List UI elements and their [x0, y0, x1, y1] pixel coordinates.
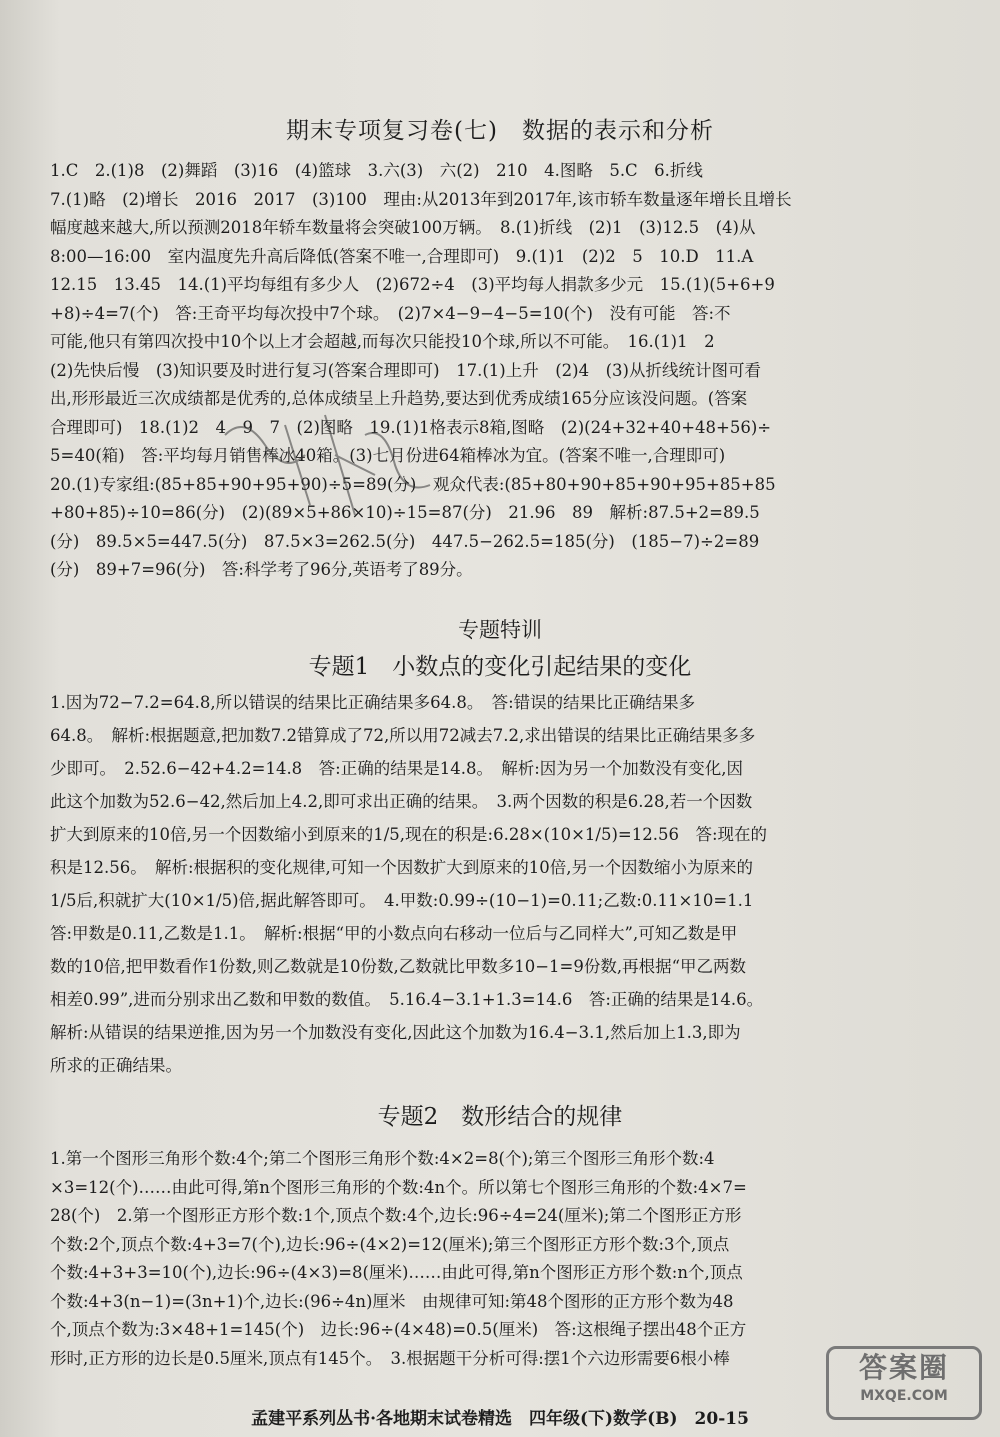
- text-line: (分) 89+7=96(分) 答:科学考了96分,英语考了89分。: [50, 560, 473, 579]
- text-line: 少即可。 2.52.6−42+4.2=14.8 答:正确的结果是14.8。 解析:因为另一个加数没有变化,因: [50, 759, 744, 778]
- text-line: 合理即可) 18.(1)2 4 9 7 (2)图略 19.(1)1格表示8箱,图略 (2)(24+32+40+48+56)÷: [50, 417, 772, 437]
- text-line: 解析:从错误的结果逆推,因为另一个加数没有变化,因此这个加数为16.4−3.1,然后加上1.3,即为: [50, 1023, 741, 1042]
- pen-scribble: [215, 395, 445, 535]
- text-line: 个数:4+3(n−1)=(3n+1)个,边长:(96÷4n)厘米 由规律可知:第48个图形的正方形个数为48: [50, 1291, 734, 1311]
- topic2-title: 专题2 数形结合的规律: [377, 1104, 623, 1130]
- text-line: 5=40(箱) 答:平均每月销售棒冰40箱。(3)七月份进64箱棒冰为宜。(答案不唯一,合理即可): [50, 446, 726, 465]
- text-line: +80+85)÷10=86(分) (2)(89×5+86×10)÷15=87(分) 21.96 89 解析:87.5+2=89.5: [50, 503, 760, 522]
- page-footer: 孟建平系列丛书·各地期末试卷精选 四年级(下)数学(B) 20-15: [251, 1409, 749, 1429]
- text-line: 个数:2个,顶点个数:4+3=7(个),边长:96÷(4×2)=12(厘米);第三个图形正方形个数:3个,顶点: [50, 1234, 730, 1254]
- text-line: 1.C 2.(1)8 (2)舞蹈 (3)16 (4)篮球 3.六(3) 六(2) 210 4.图略 5.C 6.折线: [50, 161, 703, 180]
- text-line: 可能,他只有第四次投中10个以上才会超越,而每次只能投10个球,所以不可能。 16.(1)1 2: [50, 332, 715, 351]
- text-line: 20.(1)专家组:(85+85+90+95+90)÷5=89(分) 观众代表:(85+80+90+85+90+95+85+85: [50, 474, 776, 494]
- text-line: 1/5后,积就扩大(10×1/5)倍,据此解答即可。 4.甲数:0.99÷(10−1)=0.11;乙数:0.11×10=1.1: [50, 891, 754, 910]
- text-line: 个,顶点个数为:3×48+1=145(个) 边长:96÷(4×48)=0.5(厘米) 答:这根绳子摆出48个正方: [50, 1320, 747, 1339]
- text-line: 1.因为72−7.2=64.8,所以错误的结果比正确结果多64.8。 答:错误的结果比正确结果多: [50, 693, 696, 712]
- text-line: +8)÷4=7(个) 答:王奇平均每次投中7个球。 (2)7×4−9−4−5=10(个) 没有可能 答:不: [50, 303, 731, 323]
- text-line: 积是12.56。 解析:根据积的变化规律,可知一个因数扩大到原来的10倍,另一个因数缩小为原来的: [50, 858, 754, 877]
- watermark-text: 答案圈: [858, 1351, 949, 1384]
- watermark-logo: [826, 1346, 982, 1420]
- text-line: 所求的正确结果。: [50, 1056, 182, 1075]
- text-line: 28(个) 2.第一个图形正方形个数:1个,顶点个数:4个,边长:96÷4=24(厘米);第二个图形正方形: [50, 1206, 742, 1225]
- text-line: 个数:4+3+3=10(个),边长:96÷(4×3)=8(厘米)……由此可得,第n个图形正方形个数:n个,顶点: [50, 1263, 743, 1282]
- text-line: 扩大到原来的10倍,另一个因数缩小到原来的1/5,现在的积是:6.28×(10×1/5)=12.56 答:现在的: [50, 825, 768, 844]
- answers-block: [50, 157, 952, 585]
- text-line: 12.15 13.45 14.(1)平均每组有多少人 (2)672÷4 (3)平均每人捐款多少元 15.(1)(5+6+9: [50, 275, 775, 294]
- section-label: 专题特训: [458, 618, 542, 642]
- text-line: 幅度越来越大,所以预测2018年轿车数量将会突破100万辆。 8.(1)折线 (2)1 (3)12.5 (4)从: [50, 218, 756, 237]
- text-line: (分) 89.5×5=447.5(分) 87.5×3=262.5(分) 447.5−262.5=185(分) (185−7)÷2=89: [50, 531, 760, 551]
- topic2-block: [50, 1145, 952, 1373]
- page-title: 期末专项复习卷(七) 数据的表示和分析: [286, 118, 714, 144]
- topic1-block: [50, 686, 952, 1082]
- text-line: (2)先快后慢 (3)知识要及时进行复习(答案合理即可) 17.(1)上升 (2)4 (3)从折线统计图可看: [50, 360, 761, 380]
- watermark-url: MXQE.COM: [860, 1388, 948, 1404]
- text-line: 64.8。 解析:根据题意,把加数7.2错算成了72,所以用72减去7.2,求出错误的结果比正确结果多多: [50, 726, 756, 745]
- text-line: ×3=12(个)……由此可得,第n个图形三角形的个数:4n个。所以第七个图形三角形的个数:4×7=: [50, 1177, 747, 1197]
- text-line: 8:00—16:00 室内温度先升高后降低(答案不唯一,合理即可) 9.(1)1 (2)2 5 10.D 11.A: [50, 246, 754, 266]
- text-line: 出,形形最近三次成绩都是优秀的,总体成绩呈上升趋势,要达到优秀成绩165分应该没问题。(答案: [50, 389, 748, 408]
- text-line: 此这个加数为52.6−42,然后加上4.2,即可求出正确的结果。 3.两个因数的积是6.28,若一个因数: [50, 792, 753, 811]
- topic1-title: 专题1 小数点的变化引起结果的变化: [308, 654, 692, 680]
- text-line: 相差0.99”,进而分别求出乙数和甲数的数值。 5.16.4−3.1+1.3=14.6 答:正确的结果是14.6。: [50, 990, 764, 1009]
- text-line: 形时,正方形的边长是0.5厘米,顶点有145个。 3.根据题干分析可得:摆1个六边形需要6根小棒: [50, 1348, 730, 1368]
- text-line: 1.第一个图形三角形个数:4个;第二个图形三角形个数:4×2=8(个);第三个图形三角形个数:4: [50, 1149, 715, 1168]
- text-line: 7.(1)略 (2)增长 2016 2017 (3)100 理由:从2013年到2017年,该市轿车数量逐年增长且增长: [50, 189, 792, 209]
- text-line: 数的10倍,把甲数看作1份数,则乙数就是10份数,乙数就比甲数多10−1=9份数,再根据“甲乙两数: [50, 957, 747, 976]
- text-line: 答:甲数是0.11,乙数是1.1。 解析:根据“甲的小数点向右移动一位后与乙同样大”,可知乙数是甲: [50, 924, 738, 943]
